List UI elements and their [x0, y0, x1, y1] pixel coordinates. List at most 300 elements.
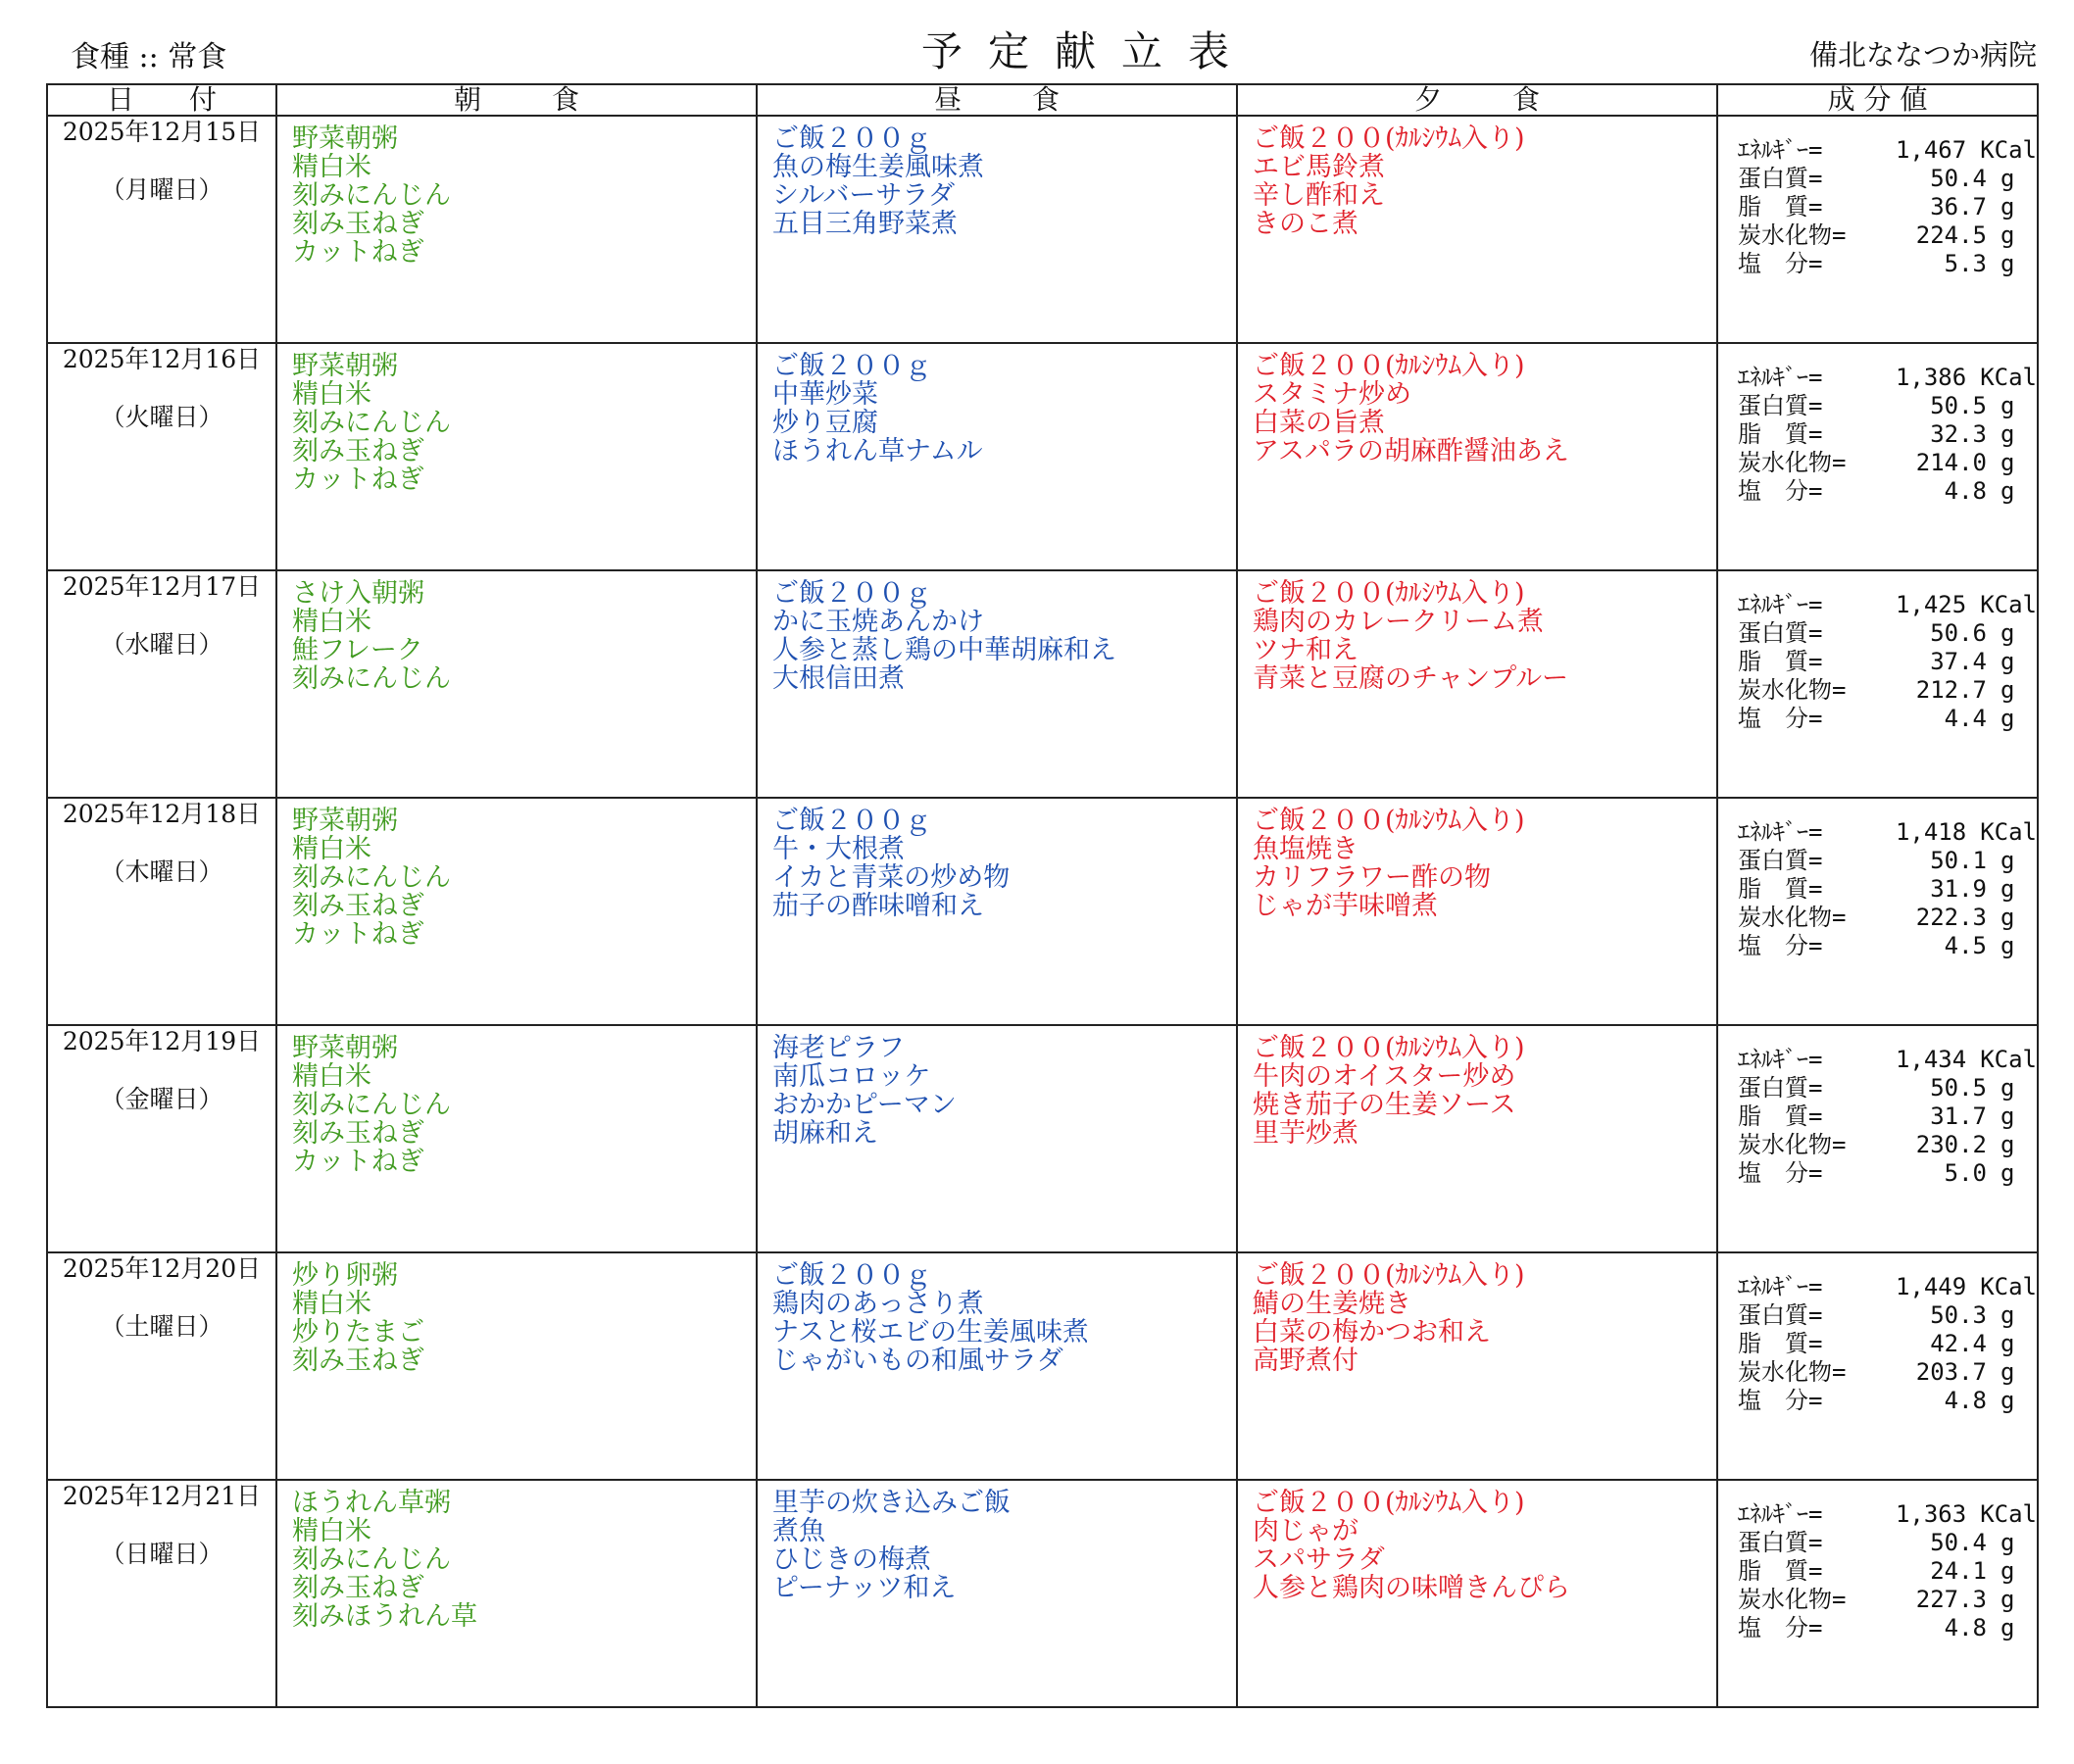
dinner-item: 肉じゃが: [1253, 1516, 1358, 1546]
nutrient-unit: KCal: [1980, 364, 2037, 391]
lunch-item: 魚の梅生姜風味煮: [772, 152, 984, 182]
nutrient-value: 37.4: [1930, 648, 1987, 675]
nutrient-unit: g: [2000, 165, 2015, 192]
nutrient-label: 蛋白質=: [1738, 1074, 1823, 1102]
nutrient-value: 5.3: [1944, 250, 1987, 277]
nutrient-row-carbs: [1738, 676, 2037, 705]
nutrition-cell: [1717, 570, 2038, 798]
day-row: [47, 1480, 2038, 1707]
column-header-lunch: [757, 84, 1237, 116]
lunch-items: [758, 117, 1236, 238]
column-header-breakfast: [276, 84, 757, 116]
lunch-item: ご飯２００ｇ: [772, 123, 931, 154]
day-row: [47, 116, 2038, 343]
nutrient-value: 1,425: [1895, 591, 1967, 618]
breakfast-cell: [276, 1025, 757, 1252]
lunch-cell: [757, 116, 1237, 343]
nutrition-values: [1718, 344, 2037, 506]
nutrient-label: 脂 質=: [1738, 875, 1823, 903]
weekday-text: （月曜日）: [100, 174, 223, 204]
date-text: 2025年12月18日: [62, 800, 262, 828]
breakfast-items: [277, 1026, 756, 1176]
lunch-item: 里芋の炊き込みご飯: [772, 1488, 1011, 1518]
nutrient-unit: g: [2000, 477, 2015, 505]
breakfast-item: 刻みにんじん: [292, 408, 451, 438]
dinner-item: 白菜の梅かつお和え: [1253, 1317, 1491, 1348]
lunch-item: ご飯２００ｇ: [772, 806, 931, 836]
nutrient-label: 塩 分=: [1738, 1387, 1823, 1414]
date-text: 2025年12月17日: [62, 572, 262, 601]
lunch-item: 胡麻和え: [772, 1118, 878, 1149]
dinner-items: [1238, 344, 1716, 466]
nutrient-row-energy: [1738, 1273, 2037, 1301]
column-header-lunch-char-1: 昼: [934, 83, 963, 116]
breakfast-item: 刻みにんじん: [292, 663, 451, 694]
nutrient-value: 1,434: [1895, 1046, 1967, 1073]
nutrient-row-salt: [1738, 1387, 2037, 1415]
day-row: [47, 1252, 2038, 1480]
hospital-name: 備北ななつか病院: [1808, 38, 2037, 72]
nutrient-row-energy: [1738, 1046, 2037, 1074]
breakfast-cell: [276, 343, 757, 570]
lunch-item: シルバーサラダ: [772, 180, 956, 211]
dinner-cell: [1237, 1025, 1717, 1252]
date-text: 2025年12月19日: [62, 1027, 262, 1055]
breakfast-item: カットねぎ: [292, 237, 424, 268]
lunch-cell: [757, 798, 1237, 1025]
lunch-item: じゃがいもの和風サラダ: [772, 1346, 1063, 1376]
nutrient-value: 4.8: [1944, 477, 1987, 505]
nutrient-unit: g: [2000, 449, 2015, 476]
dinner-item: 青菜と豆腐のチャンプルー: [1253, 663, 1569, 694]
nutrient-row-protein: [1738, 392, 2037, 420]
lunch-item: ご飯２００ｇ: [772, 578, 931, 609]
lunch-cell: [757, 570, 1237, 798]
nutrient-row-fat: [1738, 1330, 2037, 1358]
nutrient-row-salt: [1738, 705, 2037, 733]
nutrient-label: ｴﾈﾙｷﾞｰ=: [1738, 364, 1823, 391]
dinner-items: [1238, 1481, 1716, 1602]
nutrition-cell: [1717, 1480, 2038, 1707]
nutrient-label: 炭水化物=: [1738, 676, 1847, 704]
nutrient-value: 230.2: [1915, 1131, 1987, 1158]
nutrient-label: ｴﾈﾙｷﾞｰ=: [1738, 1500, 1823, 1528]
nutrient-label: ｴﾈﾙｷﾞｰ=: [1738, 818, 1823, 846]
nutrition-cell: [1717, 116, 2038, 343]
breakfast-item: 精白米: [292, 1516, 371, 1546]
lunch-items: [758, 1253, 1236, 1375]
nutrient-unit: g: [2000, 1387, 2015, 1414]
dinner-item: 鶏肉のカレークリーム煮: [1253, 607, 1544, 637]
breakfast-item: 精白米: [292, 152, 371, 182]
breakfast-item: 刻み玉ねぎ: [292, 1573, 424, 1603]
dinner-item: ご飯２００(ｶﾙｼｳﾑ入り): [1253, 1033, 1525, 1063]
date-cell: [47, 343, 276, 570]
lunch-cell: [757, 1252, 1237, 1480]
nutrition-values: [1718, 1481, 2037, 1642]
dinner-cell: [1237, 798, 1717, 1025]
dinner-item: アスパラの胡麻酢醤油あえ: [1253, 436, 1569, 466]
nutrient-label: 脂 質=: [1738, 1102, 1823, 1130]
weekday-text: （土曜日）: [100, 1311, 223, 1341]
date-cell: [47, 798, 276, 1025]
dinner-item: 里芋炒煮: [1253, 1118, 1358, 1149]
breakfast-item: 精白米: [292, 379, 371, 410]
page-title: 予定献立表: [921, 27, 1256, 75]
breakfast-item: 刻みにんじん: [292, 862, 451, 893]
nutrient-value: 224.5: [1915, 221, 1987, 249]
nutrient-value: 4.8: [1944, 1614, 1987, 1642]
breakfast-cell: [276, 1252, 757, 1480]
dinner-item: じゃが芋味噌煮: [1253, 891, 1438, 921]
nutrient-unit: KCal: [1980, 136, 2037, 164]
nutrient-value: 24.1: [1930, 1557, 1987, 1585]
nutrient-unit: g: [2000, 676, 2015, 704]
weekday-text: （日曜日）: [100, 1539, 223, 1568]
nutrient-label: ｴﾈﾙｷﾞｰ=: [1738, 1273, 1823, 1300]
nutrient-value: 42.4: [1930, 1330, 1987, 1357]
nutrient-unit: KCal: [1980, 1046, 2037, 1073]
nutrient-unit: g: [2000, 1102, 2015, 1130]
nutrient-label: 塩 分=: [1738, 477, 1823, 505]
nutrient-label: 脂 質=: [1738, 193, 1823, 220]
nutrient-row-carbs: [1738, 221, 2037, 250]
breakfast-cell: [276, 570, 757, 798]
nutrient-unit: g: [2000, 875, 2015, 903]
lunch-item: ひじきの梅煮: [772, 1544, 931, 1575]
breakfast-item: 精白米: [292, 1061, 371, 1092]
dinner-cell: [1237, 570, 1717, 798]
lunch-items: [758, 344, 1236, 466]
header-row: [47, 84, 2038, 116]
dinner-items: [1238, 117, 1716, 238]
nutrient-row-fat: [1738, 1102, 2037, 1131]
date-cell: [47, 1480, 276, 1707]
nutrition-values: [1718, 571, 2037, 733]
breakfast-item: 刻みにんじん: [292, 1544, 451, 1575]
day-row: [47, 798, 2038, 1025]
day-row: [47, 570, 2038, 798]
lunch-item: 南瓜コロッケ: [772, 1061, 931, 1092]
nutrient-value: 50.4: [1930, 1529, 1987, 1556]
nutrient-value: 36.7: [1930, 193, 1987, 220]
nutrient-label: 塩 分=: [1738, 932, 1823, 959]
nutrient-row-carbs: [1738, 1358, 2037, 1387]
nutrient-unit: g: [2000, 250, 2015, 277]
nutrient-label: 炭水化物=: [1738, 1131, 1847, 1158]
nutrient-value: 4.8: [1944, 1387, 1987, 1414]
dinner-cell: [1237, 1252, 1717, 1480]
nutrient-label: 蛋白質=: [1738, 1529, 1823, 1556]
nutrient-label: 蛋白質=: [1738, 1301, 1823, 1329]
nutrient-unit: g: [2000, 847, 2015, 874]
nutrient-unit: g: [2000, 193, 2015, 220]
nutrient-label: 脂 質=: [1738, 1557, 1823, 1585]
nutrient-label: 炭水化物=: [1738, 1358, 1847, 1386]
date-text: 2025年12月20日: [62, 1254, 262, 1283]
nutrient-row-carbs: [1738, 449, 2037, 477]
lunch-item: ご飯２００ｇ: [772, 1260, 931, 1291]
nutrient-row-salt: [1738, 932, 2037, 960]
breakfast-items: [277, 117, 756, 267]
nutrient-label: 塩 分=: [1738, 1159, 1823, 1187]
breakfast-items: [277, 344, 756, 494]
breakfast-item: 精白米: [292, 834, 371, 864]
breakfast-item: 刻み玉ねぎ: [292, 209, 424, 239]
column-header-breakfast-char-1: 朝: [454, 83, 482, 116]
nutrient-unit: g: [2000, 1330, 2015, 1357]
nutrient-unit: g: [2000, 221, 2015, 249]
day-row: [47, 343, 2038, 570]
nutrient-value: 214.0: [1915, 449, 1987, 476]
nutrient-unit: g: [2000, 1074, 2015, 1102]
nutrient-label: 蛋白質=: [1738, 165, 1823, 192]
nutrient-unit: g: [2000, 420, 2015, 448]
nutrient-row-carbs: [1738, 1586, 2037, 1614]
nutrient-unit: g: [2000, 932, 2015, 959]
nutrition-values: [1718, 1026, 2037, 1188]
breakfast-item: 刻み玉ねぎ: [292, 436, 424, 466]
nutrient-unit: g: [2000, 904, 2015, 931]
menu-table: [46, 83, 2039, 1708]
lunch-item: 大根信田煮: [772, 663, 905, 694]
nutrient-value: 227.3: [1915, 1586, 1987, 1613]
nutrient-row-energy: [1738, 136, 2037, 165]
nutrient-row-energy: [1738, 591, 2037, 619]
nutrient-value: 222.3: [1915, 904, 1987, 931]
nutrition-values: [1718, 1253, 2037, 1415]
date-text: 2025年12月21日: [62, 1482, 262, 1510]
nutrient-row-protein: [1738, 847, 2037, 875]
lunch-item: 五目三角野菜煮: [772, 209, 958, 239]
nutrient-value: 4.5: [1944, 932, 1987, 959]
nutrient-value: 50.1: [1930, 847, 1987, 874]
dinner-item: ツナ和え: [1253, 635, 1358, 665]
date-text: 2025年12月16日: [62, 345, 262, 373]
nutrient-unit: g: [2000, 1131, 2015, 1158]
dinner-item: ご飯２００(ｶﾙｼｳﾑ入り): [1253, 351, 1525, 381]
nutrient-unit: KCal: [1980, 1500, 2037, 1528]
nutrient-label: 塩 分=: [1738, 1614, 1823, 1642]
breakfast-items: [277, 571, 756, 693]
dinner-items: [1238, 1253, 1716, 1375]
nutrient-value: 31.9: [1930, 875, 1987, 903]
nutrient-unit: KCal: [1980, 1273, 2037, 1300]
column-header-lunch-char-2: 食: [1031, 83, 1060, 116]
breakfast-item: 野菜朝粥: [292, 123, 398, 154]
column-header-dinner: [1237, 84, 1717, 116]
nutrition-cell: [1717, 1252, 2038, 1480]
nutrient-row-fat: [1738, 1557, 2037, 1586]
breakfast-item: 精白米: [292, 1289, 371, 1319]
dinner-items: [1238, 1026, 1716, 1148]
nutrient-value: 1,386: [1895, 364, 1967, 391]
dinner-item: 魚塩焼き: [1253, 834, 1358, 864]
breakfast-cell: [276, 116, 757, 343]
lunch-cell: [757, 1480, 1237, 1707]
nutrient-label: ｴﾈﾙｷﾞｰ=: [1738, 1046, 1823, 1073]
date-cell: [47, 570, 276, 798]
nutrient-row-fat: [1738, 648, 2037, 676]
dinner-item: きのこ煮: [1253, 209, 1358, 239]
lunch-item: 人参と蒸し鶏の中華胡麻和え: [772, 635, 1116, 665]
nutrient-unit: g: [2000, 705, 2015, 732]
nutrient-unit: KCal: [1980, 818, 2037, 846]
nutrient-unit: g: [2000, 1358, 2015, 1386]
nutrient-label: ｴﾈﾙｷﾞｰ=: [1738, 136, 1823, 164]
nutrient-label: ｴﾈﾙｷﾞｰ=: [1738, 591, 1823, 618]
breakfast-items: [277, 1481, 756, 1631]
dinner-item: 人参と鶏肉の味噌きんぴら: [1253, 1573, 1570, 1603]
nutrient-row-salt: [1738, 1614, 2037, 1642]
dinner-items: [1238, 799, 1716, 920]
dinner-item: ご飯２００(ｶﾙｼｳﾑ入り): [1253, 578, 1525, 609]
dinner-cell: [1237, 116, 1717, 343]
nutrient-unit: g: [2000, 1159, 2015, 1187]
weekday-text: （金曜日）: [100, 1084, 223, 1113]
breakfast-item: 刻み玉ねぎ: [292, 1346, 424, 1376]
nutrient-unit: g: [2000, 619, 2015, 647]
diet-type-label: 食種 :: 常食: [71, 40, 227, 74]
lunch-items: [758, 1481, 1236, 1602]
nutrient-label: 蛋白質=: [1738, 392, 1823, 419]
lunch-item: 鶏肉のあっさり煮: [772, 1289, 984, 1319]
nutrient-value: 50.5: [1930, 392, 1987, 419]
dinner-item: 白菜の旨煮: [1253, 408, 1385, 438]
breakfast-item: カットねぎ: [292, 919, 424, 950]
menu-body: [47, 116, 2038, 1707]
nutrient-value: 50.4: [1930, 165, 1987, 192]
breakfast-item: カットねぎ: [292, 465, 424, 495]
dinner-item: カリフラワー酢の物: [1253, 862, 1491, 893]
breakfast-item: 刻み玉ねぎ: [292, 891, 424, 921]
lunch-item: ピーナッツ和え: [772, 1573, 957, 1603]
day-row: [47, 1025, 2038, 1252]
nutrient-row-protein: [1738, 1301, 2037, 1330]
dinner-item: ご飯２００(ｶﾙｼｳﾑ入り): [1253, 1488, 1525, 1518]
dinner-items: [1238, 571, 1716, 693]
nutrient-label: 炭水化物=: [1738, 904, 1847, 931]
nutrient-value: 50.6: [1930, 619, 1987, 647]
nutrient-row-fat: [1738, 193, 2037, 221]
nutrient-value: 50.5: [1930, 1074, 1987, 1102]
dinner-item: ご飯２００(ｶﾙｼｳﾑ入り): [1253, 123, 1525, 154]
nutrient-label: 炭水化物=: [1738, 1586, 1847, 1613]
lunch-item: イカと青菜の炒め物: [772, 862, 1011, 893]
breakfast-item: 野菜朝粥: [292, 1033, 398, 1063]
dinner-item: 高野煮付: [1253, 1346, 1358, 1376]
breakfast-cell: [276, 798, 757, 1025]
lunch-cell: [757, 343, 1237, 570]
nutrient-label: 炭水化物=: [1738, 449, 1847, 476]
breakfast-item: 刻みほうれん草: [292, 1601, 477, 1632]
nutrient-label: 蛋白質=: [1738, 619, 1823, 647]
lunch-item: おかかピーマン: [772, 1090, 957, 1120]
nutrient-row-salt: [1738, 1159, 2037, 1188]
weekday-text: （木曜日）: [100, 857, 223, 886]
date-text: 2025年12月15日: [62, 118, 262, 146]
nutrient-row-protein: [1738, 1074, 2037, 1102]
nutrient-unit: KCal: [1980, 591, 2037, 618]
date-cell: [47, 1025, 276, 1252]
breakfast-item: 鮭フレーク: [292, 635, 423, 665]
lunch-item: ご飯２００ｇ: [772, 351, 931, 381]
nutrient-row-protein: [1738, 619, 2037, 648]
weekday-text: （火曜日）: [100, 402, 223, 431]
nutrient-unit: g: [2000, 1301, 2015, 1329]
column-header-dinner-char-2: 食: [1511, 83, 1540, 116]
nutrient-row-carbs: [1738, 904, 2037, 932]
nutrient-value: 1,363: [1895, 1500, 1967, 1528]
nutrient-label: 炭水化物=: [1738, 221, 1847, 249]
nutrient-value: 203.7: [1915, 1358, 1987, 1386]
dinner-item: エビ馬鈴煮: [1253, 152, 1385, 182]
nutrient-row-energy: [1738, 1500, 2037, 1529]
lunch-item: 中華炒菜: [772, 379, 878, 410]
nutrient-unit: g: [2000, 392, 2015, 419]
column-header-date: [47, 84, 276, 116]
breakfast-cell: [276, 1480, 757, 1707]
lunch-item: 煮魚: [772, 1516, 825, 1546]
column-header-breakfast-char-2: 食: [551, 83, 579, 116]
dinner-item: スパサラダ: [1253, 1544, 1385, 1575]
nutrient-row-energy: [1738, 364, 2037, 392]
breakfast-item: さけ入朝粥: [292, 578, 424, 609]
dinner-cell: [1237, 1480, 1717, 1707]
nutrition-cell: [1717, 1025, 2038, 1252]
nutrient-row-carbs: [1738, 1131, 2037, 1159]
nutrient-row-fat: [1738, 420, 2037, 449]
nutrient-value: 32.3: [1930, 420, 1987, 448]
breakfast-item: カットねぎ: [292, 1147, 424, 1177]
dinner-item: 辛し酢和え: [1253, 180, 1385, 211]
dinner-cell: [1237, 343, 1717, 570]
nutrient-value: 1,418: [1895, 818, 1967, 846]
breakfast-item: 刻みにんじん: [292, 180, 451, 211]
date-cell: [47, 116, 276, 343]
nutrient-row-protein: [1738, 1529, 2037, 1557]
nutrient-label: 蛋白質=: [1738, 847, 1823, 874]
nutrient-unit: g: [2000, 648, 2015, 675]
breakfast-items: [277, 799, 756, 949]
nutrient-label: 塩 分=: [1738, 705, 1823, 732]
nutrient-value: 31.7: [1930, 1102, 1987, 1130]
nutrient-value: 1,467: [1895, 136, 1967, 164]
nutrition-values: [1718, 799, 2037, 960]
nutrient-value: 5.0: [1944, 1159, 1987, 1187]
dinner-item: 鯖の生姜焼き: [1253, 1289, 1411, 1319]
column-header-dinner-char-1: 夕: [1414, 83, 1443, 116]
nutrient-row-salt: [1738, 250, 2037, 278]
column-header-date-char-2: 付: [188, 83, 217, 116]
nutrition-values: [1718, 117, 2037, 278]
dinner-item: スタミナ炒め: [1253, 379, 1411, 410]
lunch-items: [758, 571, 1236, 693]
lunch-item: ほうれん草ナムル: [772, 436, 983, 466]
dinner-item: ご飯２００(ｶﾙｼｳﾑ入り): [1253, 1260, 1525, 1291]
nutrient-value: 50.3: [1930, 1301, 1987, 1329]
breakfast-item: 野菜朝粥: [292, 351, 398, 381]
lunch-item: 炒り豆腐: [772, 408, 878, 438]
nutrient-row-energy: [1738, 818, 2037, 847]
lunch-item: かに玉焼あんかけ: [772, 607, 984, 637]
breakfast-item: 刻みにんじん: [292, 1090, 451, 1120]
column-header-nutrition: 成 分 値: [1717, 84, 2038, 116]
breakfast-item: 精白米: [292, 607, 371, 637]
nutrition-cell: [1717, 798, 2038, 1025]
dinner-item: 牛肉のオイスター炒め: [1253, 1061, 1516, 1092]
breakfast-item: 炒り卵粥: [292, 1260, 398, 1291]
